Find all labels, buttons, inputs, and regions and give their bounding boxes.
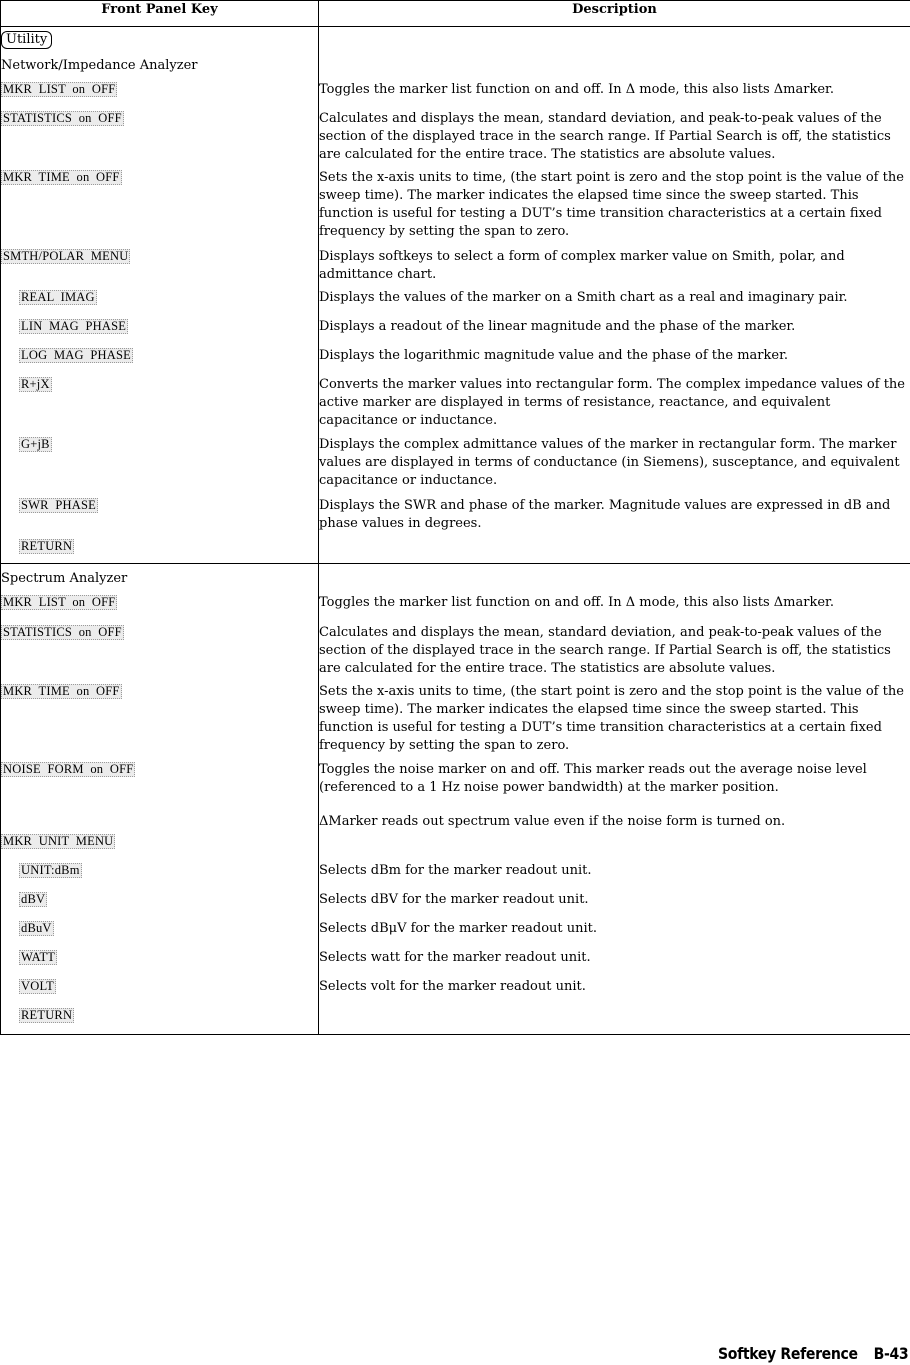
table-row: [1, 376, 910, 436]
softkey-g-jb: G+jB: [21, 437, 50, 451]
table-row: [1, 110, 910, 169]
hardkey-row: [1, 27, 910, 55]
softkey-dbuv: dBuV: [21, 921, 52, 935]
softkey-smth-polar-menu: SMTH/POLAR MENU: [3, 249, 129, 263]
table-row: [1, 248, 910, 289]
table-row: [1, 683, 910, 761]
softkey-lin-mag-phase: LIN MAG PHASE: [21, 319, 127, 333]
description-text: Calculates and displays the mean, standard deviation, and peak-to-peak values of the section of the displayed trace in the search range. If Partial Search is off, the statistics are calculated for the entire trace. The statistics are absolute values.: [319, 625, 891, 676]
softkey-statistics: STATISTICS on OFF: [3, 111, 122, 125]
softkey-mkr-time: MKR TIME on OFF: [3, 684, 120, 698]
table-row: [1, 81, 910, 110]
softkey-unit-dbm: UNIT:dBm: [21, 863, 80, 877]
table-row: [1, 862, 910, 891]
group-row: [1, 54, 910, 81]
softkey-mkr-list: MKR LIST on OFF: [3, 595, 116, 609]
description-text: Selects dBV for the marker readout unit.: [319, 892, 589, 907]
description-text: Displays softkeys to select a form of complex marker value on Smith, polar, and admittance chart.: [319, 249, 845, 282]
softkey-mkr-unit-menu: MKR UNIT MENU: [3, 834, 114, 848]
table-row: [1, 891, 910, 920]
softkey-mkr-list: MKR LIST on OFF: [3, 82, 116, 96]
description-text: Selects volt for the marker readout unit.: [319, 979, 586, 994]
page-number: B-43: [873, 1344, 908, 1363]
table-row: [1, 949, 910, 978]
table-header-row: [1, 1, 910, 27]
description-text: Converts the marker values into rectangular form. The complex impedance values of the active marker are displayed in terms of resistance, reactance, and equivalent capacitance or inductance.: [319, 377, 905, 428]
header-front-panel-key: Front Panel Key: [1, 1, 319, 27]
description-text: Selects dBμV for the marker readout unit.: [319, 921, 598, 936]
softkey-swr-phase: SWR PHASE: [21, 498, 96, 512]
description-text: Sets the x-axis units to time, (the start point is zero and the stop point is the value of the sweep time). The marker indicates the elapsed time since the sweep started. This function is useful for testing a DUT’s time transition characteristics at a certain fixed frequency by setting the span to zero.: [319, 170, 904, 239]
group-row: [1, 564, 910, 595]
table-row: [1, 833, 910, 862]
description-text: Toggles the noise marker on and off. This marker reads out the average noise level (referenced to a 1 Hz noise power bandwidth) at the marker position.: [319, 762, 867, 795]
softkey-r-jx: R+jX: [21, 377, 50, 391]
table-row: [1, 169, 910, 248]
table-row: [1, 347, 910, 376]
softkey-return: RETURN: [21, 1008, 73, 1022]
table-row: [1, 318, 910, 347]
description-text: Selects watt for the marker readout unit.: [319, 950, 591, 965]
softkey-noise-form: NOISE FORM on OFF: [3, 762, 134, 776]
softkey-mkr-time: MKR TIME on OFF: [3, 170, 120, 184]
table-row: [1, 761, 910, 833]
description-note: ΔMarker reads out spectrum value even if the noise form is turned on.: [319, 814, 786, 829]
description-text: Selects dBm for the marker readout unit.: [319, 863, 592, 878]
table-row: [1, 920, 910, 949]
header-description: Description: [319, 1, 910, 27]
footer-section-title: Softkey Reference: [717, 1344, 858, 1363]
softkey-log-mag-phase: LOG MAG PHASE: [21, 348, 131, 362]
description-text: Displays the complex admittance values of the marker in rectangular form. The marker values are displayed in terms of conductance (in Siemens), susceptance, and equivalent capacitance or inductance.: [319, 437, 900, 488]
page-footer: [718, 1344, 908, 1363]
softkey-dbv: dBV: [21, 892, 46, 906]
softkey-statistics: STATISTICS on OFF: [3, 625, 122, 639]
group-label-network: Network/Impedance Analyzer: [1, 58, 198, 73]
table-row: [1, 624, 910, 683]
table-row: [1, 436, 910, 497]
table-row: [1, 289, 910, 318]
description-text: Toggles the marker list function on and off. In Δ mode, this also lists Δmarker.: [319, 82, 834, 97]
description-text: Displays a readout of the linear magnitude and the phase of the marker.: [319, 319, 796, 334]
table-row: [1, 594, 910, 624]
description-text: Toggles the marker list function on and off. In Δ mode, this also lists Δmarker.: [319, 595, 834, 610]
description-text: Displays the SWR and phase of the marker. Magnitude values are expressed in dB and phase values in degrees.: [319, 498, 891, 531]
softkey-real-imag: REAL IMAG: [21, 290, 95, 304]
description-text: Displays the values of the marker on a Smith chart as a real and imaginary pair.: [319, 290, 848, 305]
softkey-volt: VOLT: [21, 979, 54, 993]
softkey-return: RETURN: [21, 539, 73, 553]
table-row: [1, 538, 910, 564]
utility-hardkey: Utility: [1, 31, 52, 49]
softkey-watt: WATT: [21, 950, 56, 964]
description-text: Calculates and displays the mean, standard deviation, and peak-to-peak values of the section of the displayed trace in the search range. If Partial Search is off, the statistics are calculated for the entire trace. The statistics are absolute values.: [319, 111, 891, 162]
description-text: Displays the logarithmic magnitude value and the phase of the marker.: [319, 348, 789, 363]
table-row: [1, 497, 910, 538]
description-text: Sets the x-axis units to time, (the start point is zero and the stop point is the value of the sweep time). The marker indicates the elapsed time since the sweep started. This function is useful for testing a DUT’s time transition characteristics at a certain fixed frequency by setting the span to zero.: [319, 684, 904, 753]
group-label-spectrum: Spectrum Analyzer: [1, 571, 128, 586]
table-row: [1, 978, 910, 1007]
table-row: [1, 1007, 910, 1035]
